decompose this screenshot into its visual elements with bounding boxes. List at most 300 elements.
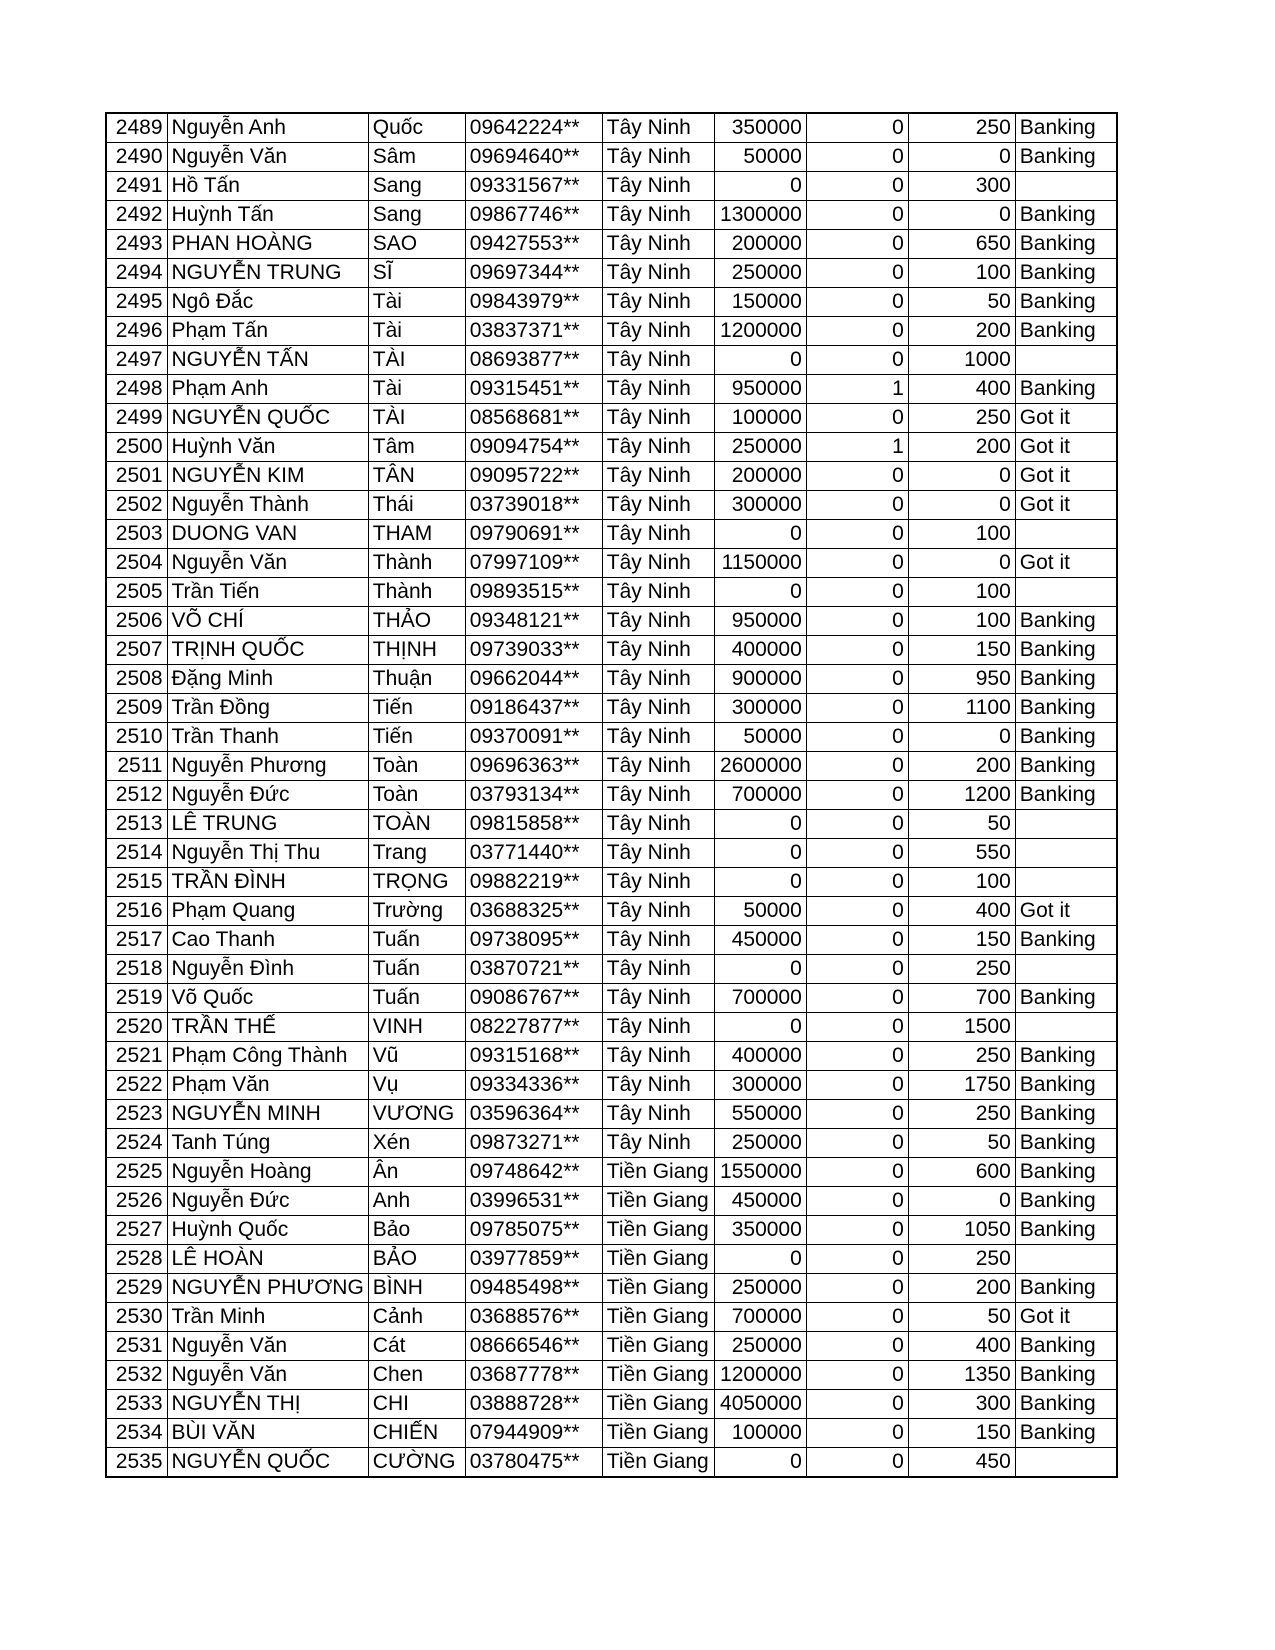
cell-ten: Tuấn bbox=[368, 984, 465, 1013]
cell-stt: 2520 bbox=[106, 1013, 167, 1042]
cell-ten: Trang bbox=[368, 839, 465, 868]
cell-so-luong: 0 bbox=[806, 1332, 908, 1361]
cell-diem: 1050 bbox=[908, 1216, 1015, 1245]
cell-ho-ten-dem: Nguyễn Văn bbox=[167, 1361, 368, 1390]
cell-ten: Vụ bbox=[368, 1071, 465, 1100]
cell-stt: 2531 bbox=[106, 1332, 167, 1361]
cell-so-tien: 350000 bbox=[714, 1216, 806, 1245]
cell-hinh-thuc bbox=[1015, 578, 1117, 607]
cell-ho-ten-dem: TRỊNH QUỐC bbox=[167, 636, 368, 665]
cell-hinh-thuc: Banking bbox=[1015, 259, 1117, 288]
cell-so-luong: 0 bbox=[806, 549, 908, 578]
table-row bbox=[106, 723, 1117, 752]
cell-tinh: Tây Ninh bbox=[602, 288, 714, 317]
cell-so-tien: 950000 bbox=[714, 375, 806, 404]
cell-so-luong: 0 bbox=[806, 1158, 908, 1187]
cell-so-tien: 0 bbox=[714, 1013, 806, 1042]
cell-diem: 1000 bbox=[908, 346, 1015, 375]
table-row bbox=[106, 926, 1117, 955]
table-row bbox=[106, 1100, 1117, 1129]
cell-tinh: Tây Ninh bbox=[602, 897, 714, 926]
cell-diem: 50 bbox=[908, 810, 1015, 839]
cell-stt: 2535 bbox=[106, 1448, 167, 1478]
cell-tinh: Tây Ninh bbox=[602, 317, 714, 346]
cell-diem: 100 bbox=[908, 868, 1015, 897]
cell-ten: THỊNH bbox=[368, 636, 465, 665]
cell-so-luong: 0 bbox=[806, 1448, 908, 1478]
cell-so-luong: 0 bbox=[806, 636, 908, 665]
table-row bbox=[106, 1390, 1117, 1419]
cell-ho-ten-dem: NGUYỄN MINH bbox=[167, 1100, 368, 1129]
cell-hinh-thuc: Banking bbox=[1015, 1390, 1117, 1419]
cell-tinh: Tiền Giang bbox=[602, 1361, 714, 1390]
cell-hinh-thuc: Banking bbox=[1015, 636, 1117, 665]
cell-stt: 2509 bbox=[106, 694, 167, 723]
cell-hinh-thuc bbox=[1015, 1245, 1117, 1274]
cell-ho-ten-dem: Nguyễn Đức bbox=[167, 781, 368, 810]
cell-so-dien-thoai: 09094754** bbox=[465, 433, 602, 462]
cell-tinh: Tây Ninh bbox=[602, 462, 714, 491]
cell-so-dien-thoai: 09738095** bbox=[465, 926, 602, 955]
table-row bbox=[106, 1332, 1117, 1361]
cell-tinh: Tây Ninh bbox=[602, 1129, 714, 1158]
cell-hinh-thuc: Banking bbox=[1015, 1332, 1117, 1361]
cell-tinh: Tiền Giang bbox=[602, 1332, 714, 1361]
cell-stt: 2528 bbox=[106, 1245, 167, 1274]
cell-tinh: Tây Ninh bbox=[602, 259, 714, 288]
cell-hinh-thuc bbox=[1015, 1448, 1117, 1478]
cell-so-dien-thoai: 07944909** bbox=[465, 1419, 602, 1448]
cell-stt: 2525 bbox=[106, 1158, 167, 1187]
cell-so-tien: 0 bbox=[714, 955, 806, 984]
cell-so-luong: 0 bbox=[806, 781, 908, 810]
cell-tinh: Tây Ninh bbox=[602, 694, 714, 723]
table-row bbox=[106, 1245, 1117, 1274]
cell-stt: 2498 bbox=[106, 375, 167, 404]
cell-so-dien-thoai: 03996531** bbox=[465, 1187, 602, 1216]
cell-stt: 2497 bbox=[106, 346, 167, 375]
cell-so-tien: 100000 bbox=[714, 404, 806, 433]
cell-hinh-thuc bbox=[1015, 839, 1117, 868]
cell-ten: Anh bbox=[368, 1187, 465, 1216]
cell-ho-ten-dem: Trần Thanh bbox=[167, 723, 368, 752]
cell-ho-ten-dem: Nguyễn Hoàng bbox=[167, 1158, 368, 1187]
cell-so-luong: 0 bbox=[806, 752, 908, 781]
cell-so-dien-thoai: 09331567** bbox=[465, 172, 602, 201]
cell-stt: 2492 bbox=[106, 201, 167, 230]
cell-ho-ten-dem: Huỳnh Văn bbox=[167, 433, 368, 462]
cell-ten: TÀI bbox=[368, 346, 465, 375]
cell-tinh: Tây Ninh bbox=[602, 491, 714, 520]
cell-ho-ten-dem: NGUYỄN KIM bbox=[167, 462, 368, 491]
cell-so-tien: 300000 bbox=[714, 694, 806, 723]
cell-so-luong: 0 bbox=[806, 404, 908, 433]
cell-so-luong: 0 bbox=[806, 520, 908, 549]
cell-so-luong: 0 bbox=[806, 491, 908, 520]
cell-so-dien-thoai: 03688576** bbox=[465, 1303, 602, 1332]
cell-diem: 100 bbox=[908, 607, 1015, 636]
cell-hinh-thuc: Banking bbox=[1015, 1361, 1117, 1390]
cell-ho-ten-dem: Phạm Công Thành bbox=[167, 1042, 368, 1071]
cell-tinh: Tây Ninh bbox=[602, 1013, 714, 1042]
cell-tinh: Tây Ninh bbox=[602, 723, 714, 752]
cell-stt: 2513 bbox=[106, 810, 167, 839]
cell-so-tien: 50000 bbox=[714, 897, 806, 926]
cell-ho-ten-dem: TRẦN ĐÌNH bbox=[167, 868, 368, 897]
cell-hinh-thuc bbox=[1015, 346, 1117, 375]
table-row bbox=[106, 317, 1117, 346]
cell-so-luong: 0 bbox=[806, 201, 908, 230]
cell-so-tien: 1150000 bbox=[714, 549, 806, 578]
cell-diem: 0 bbox=[908, 1187, 1015, 1216]
cell-so-tien: 400000 bbox=[714, 636, 806, 665]
cell-ten: Thuận bbox=[368, 665, 465, 694]
cell-hinh-thuc: Banking bbox=[1015, 1187, 1117, 1216]
cell-stt: 2515 bbox=[106, 868, 167, 897]
cell-so-dien-thoai: 09315168** bbox=[465, 1042, 602, 1071]
cell-hinh-thuc: Banking bbox=[1015, 113, 1117, 143]
cell-ten: Xén bbox=[368, 1129, 465, 1158]
cell-ho-ten-dem: Nguyễn Thị Thu bbox=[167, 839, 368, 868]
table-row bbox=[106, 1071, 1117, 1100]
cell-stt: 2512 bbox=[106, 781, 167, 810]
cell-ho-ten-dem: Tanh Túng bbox=[167, 1129, 368, 1158]
cell-diem: 1750 bbox=[908, 1071, 1015, 1100]
cell-tinh: Tây Ninh bbox=[602, 810, 714, 839]
table-row bbox=[106, 1042, 1117, 1071]
cell-so-luong: 0 bbox=[806, 462, 908, 491]
cell-diem: 50 bbox=[908, 288, 1015, 317]
cell-ho-ten-dem: PHAN HOÀNG bbox=[167, 230, 368, 259]
cell-diem: 400 bbox=[908, 375, 1015, 404]
cell-ho-ten-dem: Nguyễn Anh bbox=[167, 113, 368, 143]
cell-ho-ten-dem: DUONG VAN bbox=[167, 520, 368, 549]
table-row bbox=[106, 810, 1117, 839]
cell-so-tien: 4050000 bbox=[714, 1390, 806, 1419]
cell-hinh-thuc: Banking bbox=[1015, 1129, 1117, 1158]
cell-diem: 950 bbox=[908, 665, 1015, 694]
cell-so-luong: 0 bbox=[806, 113, 908, 143]
cell-diem: 300 bbox=[908, 172, 1015, 201]
cell-diem: 250 bbox=[908, 955, 1015, 984]
cell-stt: 2533 bbox=[106, 1390, 167, 1419]
cell-so-luong: 0 bbox=[806, 578, 908, 607]
cell-tinh: Tiền Giang bbox=[602, 1158, 714, 1187]
cell-so-luong: 0 bbox=[806, 1216, 908, 1245]
cell-ten: Chen bbox=[368, 1361, 465, 1390]
cell-so-dien-thoai: 09748642** bbox=[465, 1158, 602, 1187]
cell-ten: Vũ bbox=[368, 1042, 465, 1071]
cell-ten: Bảo bbox=[368, 1216, 465, 1245]
cell-stt: 2494 bbox=[106, 259, 167, 288]
cell-so-luong: 0 bbox=[806, 259, 908, 288]
cell-so-dien-thoai: 09086767** bbox=[465, 984, 602, 1013]
table-row bbox=[106, 1187, 1117, 1216]
cell-so-tien: 0 bbox=[714, 839, 806, 868]
cell-diem: 1500 bbox=[908, 1013, 1015, 1042]
cell-so-luong: 1 bbox=[806, 375, 908, 404]
table-row bbox=[106, 288, 1117, 317]
cell-tinh: Tiền Giang bbox=[602, 1419, 714, 1448]
cell-tinh: Tây Ninh bbox=[602, 1071, 714, 1100]
cell-so-tien: 550000 bbox=[714, 1100, 806, 1129]
cell-stt: 2503 bbox=[106, 520, 167, 549]
cell-diem: 100 bbox=[908, 259, 1015, 288]
cell-ho-ten-dem: Phạm Anh bbox=[167, 375, 368, 404]
table-row bbox=[106, 259, 1117, 288]
cell-diem: 200 bbox=[908, 752, 1015, 781]
cell-tinh: Tây Ninh bbox=[602, 636, 714, 665]
cell-diem: 100 bbox=[908, 520, 1015, 549]
cell-ho-ten-dem: LÊ HOÀN bbox=[167, 1245, 368, 1274]
cell-so-dien-thoai: 09694640** bbox=[465, 143, 602, 172]
cell-so-tien: 250000 bbox=[714, 259, 806, 288]
cell-so-luong: 0 bbox=[806, 230, 908, 259]
cell-so-tien: 250000 bbox=[714, 1129, 806, 1158]
cell-stt: 2522 bbox=[106, 1071, 167, 1100]
cell-so-dien-thoai: 09867746** bbox=[465, 201, 602, 230]
cell-hinh-thuc: Banking bbox=[1015, 230, 1117, 259]
cell-so-dien-thoai: 09785075** bbox=[465, 1216, 602, 1245]
cell-hinh-thuc: Banking bbox=[1015, 607, 1117, 636]
cell-ho-ten-dem: Huỳnh Quốc bbox=[167, 1216, 368, 1245]
cell-diem: 0 bbox=[908, 201, 1015, 230]
cell-ho-ten-dem: Nguyễn Thành bbox=[167, 491, 368, 520]
cell-ho-ten-dem: NGUYỄN TRUNG bbox=[167, 259, 368, 288]
table-body bbox=[106, 113, 1117, 1477]
cell-so-dien-thoai: 03771440** bbox=[465, 839, 602, 868]
cell-so-dien-thoai: 09642224** bbox=[465, 113, 602, 143]
cell-hinh-thuc: Banking bbox=[1015, 1071, 1117, 1100]
cell-so-luong: 0 bbox=[806, 1129, 908, 1158]
cell-diem: 1100 bbox=[908, 694, 1015, 723]
cell-tinh: Tây Ninh bbox=[602, 1100, 714, 1129]
cell-ten: BẢO bbox=[368, 1245, 465, 1274]
cell-so-luong: 0 bbox=[806, 1361, 908, 1390]
cell-tinh: Tiền Giang bbox=[602, 1274, 714, 1303]
cell-so-tien: 100000 bbox=[714, 1419, 806, 1448]
cell-so-tien: 300000 bbox=[714, 491, 806, 520]
cell-ho-ten-dem: Huỳnh Tấn bbox=[167, 201, 368, 230]
table-row bbox=[106, 201, 1117, 230]
cell-so-dien-thoai: 09485498** bbox=[465, 1274, 602, 1303]
table-row bbox=[106, 897, 1117, 926]
cell-hinh-thuc: Got it bbox=[1015, 404, 1117, 433]
cell-diem: 50 bbox=[908, 1129, 1015, 1158]
cell-so-dien-thoai: 03739018** bbox=[465, 491, 602, 520]
cell-hinh-thuc bbox=[1015, 810, 1117, 839]
cell-so-dien-thoai: 09348121** bbox=[465, 607, 602, 636]
table-row bbox=[106, 868, 1117, 897]
cell-ten: Toàn bbox=[368, 752, 465, 781]
cell-diem: 200 bbox=[908, 317, 1015, 346]
cell-so-tien: 1200000 bbox=[714, 317, 806, 346]
cell-so-luong: 0 bbox=[806, 607, 908, 636]
cell-so-luong: 0 bbox=[806, 1071, 908, 1100]
cell-ho-ten-dem: BÙI VĂN bbox=[167, 1419, 368, 1448]
table-row bbox=[106, 1013, 1117, 1042]
cell-hinh-thuc: Banking bbox=[1015, 1274, 1117, 1303]
cell-stt: 2519 bbox=[106, 984, 167, 1013]
cell-so-luong: 0 bbox=[806, 984, 908, 1013]
cell-so-tien: 0 bbox=[714, 868, 806, 897]
cell-diem: 0 bbox=[908, 462, 1015, 491]
cell-ho-ten-dem: Cao Thanh bbox=[167, 926, 368, 955]
cell-stt: 2521 bbox=[106, 1042, 167, 1071]
cell-so-luong: 0 bbox=[806, 288, 908, 317]
cell-tinh: Tây Ninh bbox=[602, 143, 714, 172]
cell-diem: 250 bbox=[908, 1100, 1015, 1129]
cell-tinh: Tây Ninh bbox=[602, 201, 714, 230]
cell-tinh: Tây Ninh bbox=[602, 955, 714, 984]
cell-stt: 2490 bbox=[106, 143, 167, 172]
cell-ho-ten-dem: Trần Tiến bbox=[167, 578, 368, 607]
cell-diem: 300 bbox=[908, 1390, 1015, 1419]
cell-ten: Tuấn bbox=[368, 926, 465, 955]
cell-so-dien-thoai: 09790691** bbox=[465, 520, 602, 549]
table-row bbox=[106, 665, 1117, 694]
cell-stt: 2493 bbox=[106, 230, 167, 259]
cell-hinh-thuc: Banking bbox=[1015, 752, 1117, 781]
cell-so-dien-thoai: 09186437** bbox=[465, 694, 602, 723]
cell-stt: 2495 bbox=[106, 288, 167, 317]
cell-ten: Trường bbox=[368, 897, 465, 926]
cell-diem: 700 bbox=[908, 984, 1015, 1013]
cell-tinh: Tiền Giang bbox=[602, 1448, 714, 1478]
cell-ho-ten-dem: Ngô Đắc bbox=[167, 288, 368, 317]
cell-hinh-thuc: Banking bbox=[1015, 201, 1117, 230]
cell-hinh-thuc: Banking bbox=[1015, 781, 1117, 810]
cell-hinh-thuc: Got it bbox=[1015, 491, 1117, 520]
cell-so-luong: 0 bbox=[806, 1419, 908, 1448]
cell-ho-ten-dem: Nguyễn Văn bbox=[167, 1332, 368, 1361]
cell-so-luong: 0 bbox=[806, 346, 908, 375]
cell-so-luong: 0 bbox=[806, 665, 908, 694]
table-row bbox=[106, 1419, 1117, 1448]
cell-so-tien: 0 bbox=[714, 578, 806, 607]
cell-so-luong: 0 bbox=[806, 955, 908, 984]
cell-so-tien: 700000 bbox=[714, 1303, 806, 1332]
cell-tinh: Tây Ninh bbox=[602, 172, 714, 201]
table-row bbox=[106, 781, 1117, 810]
cell-ho-ten-dem: Phạm Tấn bbox=[167, 317, 368, 346]
cell-hinh-thuc: Banking bbox=[1015, 1042, 1117, 1071]
cell-so-tien: 0 bbox=[714, 1245, 806, 1274]
cell-diem: 250 bbox=[908, 1042, 1015, 1071]
cell-so-luong: 0 bbox=[806, 839, 908, 868]
cell-diem: 50 bbox=[908, 1303, 1015, 1332]
cell-so-dien-thoai: 09370091** bbox=[465, 723, 602, 752]
cell-ho-ten-dem: Phạm Văn bbox=[167, 1071, 368, 1100]
cell-stt: 2505 bbox=[106, 578, 167, 607]
table-row bbox=[106, 113, 1117, 143]
cell-diem: 250 bbox=[908, 113, 1015, 143]
cell-tinh: Tây Ninh bbox=[602, 404, 714, 433]
cell-so-dien-thoai: 09873271** bbox=[465, 1129, 602, 1158]
cell-diem: 0 bbox=[908, 723, 1015, 752]
cell-so-tien: 700000 bbox=[714, 984, 806, 1013]
cell-ten: Thành bbox=[368, 578, 465, 607]
table-row bbox=[106, 839, 1117, 868]
cell-ten: SĨ bbox=[368, 259, 465, 288]
cell-so-tien: 0 bbox=[714, 1448, 806, 1478]
table-row bbox=[106, 607, 1117, 636]
cell-so-dien-thoai: 03596364** bbox=[465, 1100, 602, 1129]
cell-stt: 2496 bbox=[106, 317, 167, 346]
cell-diem: 0 bbox=[908, 549, 1015, 578]
cell-ten: Cát bbox=[368, 1332, 465, 1361]
cell-ten: CHIẾN bbox=[368, 1419, 465, 1448]
table-row bbox=[106, 752, 1117, 781]
cell-stt: 2504 bbox=[106, 549, 167, 578]
table-row bbox=[106, 1361, 1117, 1390]
cell-ten: Tuấn bbox=[368, 955, 465, 984]
cell-ho-ten-dem: Võ Quốc bbox=[167, 984, 368, 1013]
cell-so-tien: 400000 bbox=[714, 1042, 806, 1071]
cell-so-tien: 1200000 bbox=[714, 1361, 806, 1390]
cell-diem: 250 bbox=[908, 404, 1015, 433]
cell-so-tien: 250000 bbox=[714, 1274, 806, 1303]
cell-so-dien-thoai: 03888728** bbox=[465, 1390, 602, 1419]
cell-so-tien: 50000 bbox=[714, 143, 806, 172]
table-row bbox=[106, 1274, 1117, 1303]
cell-diem: 650 bbox=[908, 230, 1015, 259]
cell-so-tien: 350000 bbox=[714, 113, 806, 143]
cell-diem: 550 bbox=[908, 839, 1015, 868]
cell-ho-ten-dem: NGUYỄN PHƯƠNG bbox=[167, 1274, 368, 1303]
cell-stt: 2501 bbox=[106, 462, 167, 491]
cell-ten: Tài bbox=[368, 317, 465, 346]
cell-tinh: Tiền Giang bbox=[602, 1245, 714, 1274]
cell-so-luong: 0 bbox=[806, 694, 908, 723]
cell-tinh: Tây Ninh bbox=[602, 752, 714, 781]
cell-hinh-thuc: Banking bbox=[1015, 288, 1117, 317]
table-row bbox=[106, 636, 1117, 665]
cell-ho-ten-dem: Nguyễn Phương bbox=[167, 752, 368, 781]
cell-stt: 2517 bbox=[106, 926, 167, 955]
cell-so-tien: 0 bbox=[714, 810, 806, 839]
cell-tinh: Tây Ninh bbox=[602, 549, 714, 578]
cell-so-luong: 1 bbox=[806, 433, 908, 462]
cell-ho-ten-dem: NGUYỄN TẤN bbox=[167, 346, 368, 375]
cell-so-tien: 150000 bbox=[714, 288, 806, 317]
table-row bbox=[106, 462, 1117, 491]
cell-stt: 2507 bbox=[106, 636, 167, 665]
cell-so-tien: 200000 bbox=[714, 230, 806, 259]
cell-hinh-thuc bbox=[1015, 1013, 1117, 1042]
cell-stt: 2511 bbox=[106, 752, 167, 781]
cell-hinh-thuc: Banking bbox=[1015, 665, 1117, 694]
cell-so-dien-thoai: 03688325** bbox=[465, 897, 602, 926]
cell-hinh-thuc: Got it bbox=[1015, 897, 1117, 926]
cell-so-luong: 0 bbox=[806, 1303, 908, 1332]
cell-diem: 0 bbox=[908, 491, 1015, 520]
cell-ho-ten-dem: Trần Minh bbox=[167, 1303, 368, 1332]
cell-tinh: Tây Ninh bbox=[602, 375, 714, 404]
cell-so-tien: 250000 bbox=[714, 433, 806, 462]
cell-so-luong: 0 bbox=[806, 1187, 908, 1216]
cell-hinh-thuc bbox=[1015, 520, 1117, 549]
cell-so-luong: 0 bbox=[806, 1390, 908, 1419]
cell-stt: 2527 bbox=[106, 1216, 167, 1245]
cell-diem: 150 bbox=[908, 636, 1015, 665]
table-row bbox=[106, 1448, 1117, 1478]
cell-ten: Tâm bbox=[368, 433, 465, 462]
cell-so-luong: 0 bbox=[806, 1245, 908, 1274]
cell-so-dien-thoai: 09696363** bbox=[465, 752, 602, 781]
cell-ten: THAM bbox=[368, 520, 465, 549]
cell-ho-ten-dem: TRẦN THẾ bbox=[167, 1013, 368, 1042]
